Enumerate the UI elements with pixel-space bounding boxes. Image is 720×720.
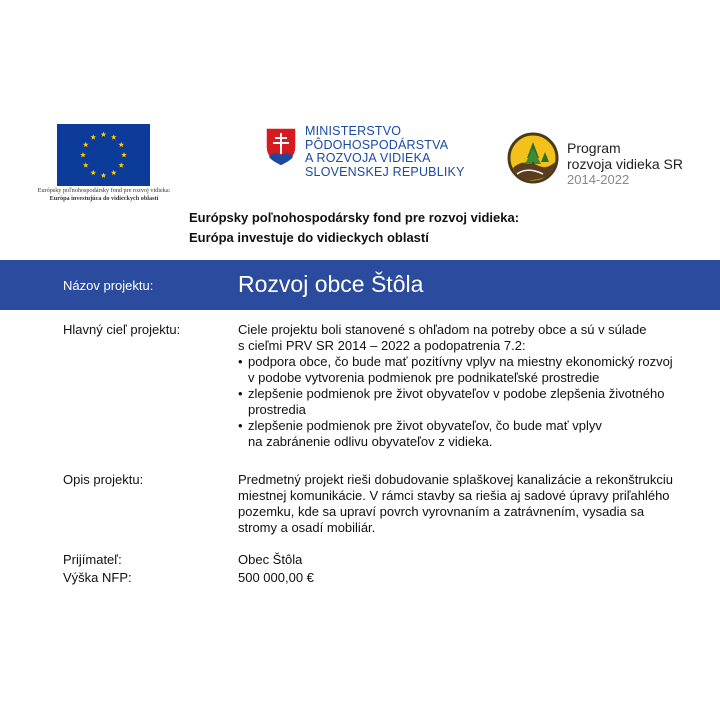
goal-content [238,322,698,450]
program-emblem-icon [507,132,559,184]
goal-item-line: prostredia [248,402,306,417]
goal-item-line: na zabránenie odlivu obyvateľov z vidieka. [248,434,493,449]
eu-caption-line2: Európa investujúca do vidieckych oblastí [49,194,159,202]
recipient-value: Obec Štôla [238,552,303,567]
goal-item-line: v podobe vytvorenia podmienok pre podnikateľské prostredie [248,370,600,385]
eu-caption-line1: Európsky poľnohospodársky fond pre rozvoj vidieka: [37,187,171,194]
eu-stars-icon [57,124,150,186]
description-line: Predmetný projekt rieši dobudovanie splaškovej kanalizácie a rekonštrukciu [238,472,674,487]
eu-caption [34,187,174,202]
goal-item [238,418,698,450]
eu-flag-icon [57,124,150,186]
program-line1: Program [567,140,621,156]
goal-label: Hlavný cieľ projektu: [63,322,181,337]
goal-item-line: • podpora obce, čo bude mať pozitívny vplyv na miestny ekonomický rozvoj [248,354,673,369]
fund-line2: Európa investuje do vidieckych oblastí [189,230,429,245]
project-title: Rozvoj obce Štôla [238,271,424,297]
description-content [238,472,698,536]
project-title-band [0,260,720,310]
program-logo [507,132,707,192]
fund-statement [189,208,519,248]
fund-line1: Európsky poľnohospodársky fond pre rozvoj vidieka: [189,210,520,225]
ministry-name [305,125,465,179]
goal-item [238,354,698,386]
ministry-line: PÔDOHOSPODÁRSTVA [305,137,449,152]
goal-item-line: • zlepšenie podmienok pre život obyvateľov, čo bude mať vplyv [248,418,602,433]
program-name [567,140,683,187]
ministry-logo [265,125,465,191]
goal-item-line: • zlepšenie podmienok pre život obyvateľov v podobe zlepšenia životného [248,386,665,401]
description-label: Opis projektu: [63,472,144,487]
goal-item [238,386,698,418]
amount-label: Výška NFP: [63,570,132,585]
slovak-coat-of-arms-icon [265,127,297,167]
goal-intro-line: s cieľmi PRV SR 2014 – 2022 a podopatrenia 7.2: [238,338,526,353]
program-years: 2014-2022 [567,172,630,187]
project-name-label: Názov projektu: [63,278,154,293]
ministry-line: A ROZVOJA VIDIEKA [305,151,431,165]
program-line2: rozvoja vidieka SR [567,156,683,172]
description-line: miestnej komunikácie. V rámci stavby sa riešia aj sadové úpravy priľahlého [238,488,670,503]
amount-value: 500 000,00 € [238,570,314,585]
description-line: pozemku, kde sa upraví povrch vyrovnaním a zatrávnením, vysadia sa [238,504,645,519]
recipient-label: Prijímateľ: [63,552,122,567]
goal-list [238,354,698,450]
ministry-line: MINISTERSTVO [305,124,402,138]
ministry-line: SLOVENSKEJ REPUBLIKY [305,164,465,179]
description-line: stromy a osadí mobiliár. [238,520,376,535]
goal-intro-line: Ciele projektu boli stanovené s ohľadom na potreby obce a sú v súlade [238,322,647,337]
